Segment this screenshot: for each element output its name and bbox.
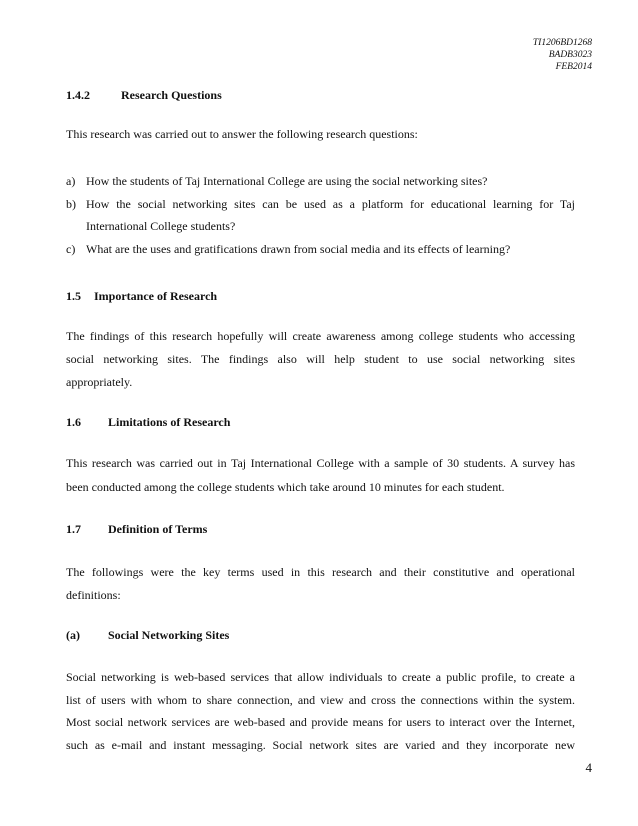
question-marker: c): [66, 242, 76, 256]
question-marker: a): [66, 174, 76, 188]
page-number: 4: [585, 760, 592, 775]
question-text: How the social networking sites can be used as a platform for educational learning for Taj: [86, 197, 575, 211]
heading-research-questions: [66, 88, 222, 103]
sns-line-1: Social networking is web-based services that allow individuals to create a public profile, to create a: [66, 670, 575, 684]
question-marker: b): [66, 197, 76, 211]
section-number: (a): [66, 628, 80, 642]
question-a: [66, 174, 488, 189]
importance-line-2: social networking sites. The findings also will help student to use social networking sites: [66, 352, 575, 366]
section-title: Definition of Terms: [108, 522, 208, 536]
question-text: What are the uses and gratifications drawn from social media and its effects of learning?: [86, 242, 511, 256]
importance-line-1: The findings of this research hopefully will create awareness among college students who accessing: [66, 329, 575, 343]
heading-social-networking-sites: [66, 628, 229, 643]
section-number: 1.7: [66, 522, 81, 536]
document-header: [533, 37, 592, 73]
limitations-line-2: been conducted among the college students which take around 10 minutes for each student.: [66, 480, 505, 494]
question-c: [66, 242, 510, 257]
definition-line-2: definitions:: [66, 588, 121, 602]
section-title: Research Questions: [121, 88, 222, 102]
importance-line-3: appropriately.: [66, 375, 133, 389]
sns-line-3: Most social network services are web-based and provide means for users to interact over the Internet,: [66, 715, 575, 729]
heading-definition-of-terms: [66, 522, 207, 537]
section-title: Social Networking Sites: [108, 628, 230, 642]
research-questions-intro: This research was carried out to answer the following research questions:: [66, 127, 418, 141]
section-title: Limitations of Research: [108, 415, 231, 429]
sns-line-4: such as e-mail and instant messaging. Social network sites are varied and they incorporate new: [66, 738, 575, 752]
section-number: 1.5: [66, 289, 81, 303]
limitations-line-1: This research was carried out in Taj International College with a sample of 30 students. A survey has: [66, 456, 575, 470]
question-b-continuation: International College students?: [86, 219, 236, 233]
question-text: How the students of Taj International College are using the social networking sites?: [86, 174, 488, 188]
section-title: Importance of Research: [94, 289, 218, 303]
question-b: [66, 197, 575, 212]
heading-limitations-of-research: [66, 415, 230, 430]
header-student-id: TI1206BD1268: [532, 38, 592, 48]
header-course-code: BADB3023: [548, 50, 592, 60]
sns-line-2: list of users with whom to share connection, and view and cross the connections within the system.: [66, 693, 575, 707]
header-date: FEB2014: [555, 62, 592, 72]
heading-importance-of-research: [66, 289, 217, 304]
section-number: 1.4.2: [66, 88, 90, 102]
definition-line-1: The followings were the key terms used in this research and their constitutive and operational: [66, 565, 575, 579]
section-number: 1.6: [66, 415, 81, 429]
